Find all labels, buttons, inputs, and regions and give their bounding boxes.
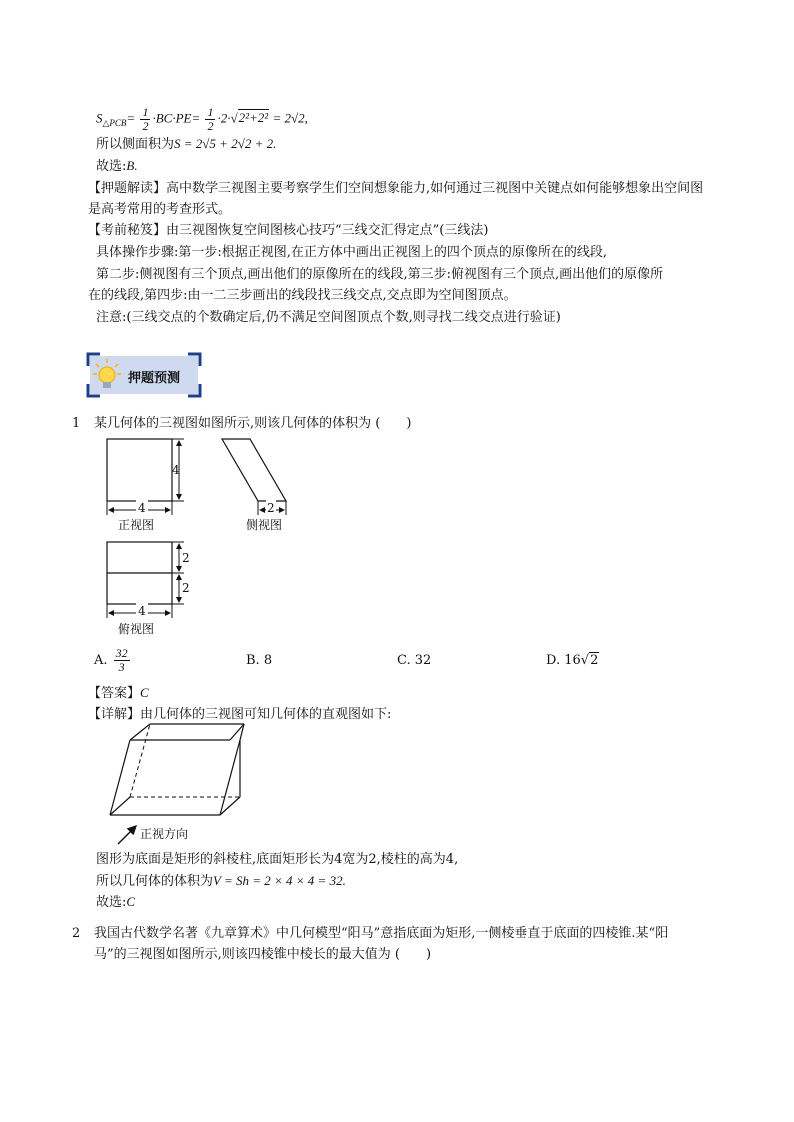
answer-value: C bbox=[140, 685, 149, 700]
fraction-half-2: $\frac{1}{2}$ bbox=[207, 105, 214, 133]
top-choose-prefix: 故选: bbox=[96, 159, 127, 174]
option-c-letter: C. bbox=[397, 653, 411, 668]
option-a bbox=[94, 646, 132, 676]
top-h1-label: 2 bbox=[182, 551, 190, 565]
q1-choose-prefix: 故选: bbox=[96, 895, 127, 910]
top-choose-value: B. bbox=[126, 158, 138, 173]
side-view bbox=[222, 439, 286, 515]
option-a-letter: A. bbox=[94, 653, 108, 668]
area-rhs: = 2√2, bbox=[272, 110, 308, 126]
q1-answer-line bbox=[88, 684, 149, 702]
q2-line-2: 马”的三视图如图所示,则该四棱锥中棱长的最大值为 ( ) bbox=[94, 947, 432, 962]
q1-explain-1: 图形为底面是矩形的斜棱柱,底面矩形长为4宽为2,棱柱的高为4, bbox=[96, 852, 459, 867]
option-b bbox=[246, 652, 272, 669]
front-width-label: 4 bbox=[138, 501, 146, 515]
side-area-line bbox=[96, 135, 276, 153]
secret-tag: 【考前秘笈】 bbox=[88, 223, 167, 238]
area-formula-line: $S_{\triangle PCB}=$ $\frac{1}{2}$ ·BC·PE= $\frac{1}{2}$ ·2·√2²+2² = 2√2, bbox=[96, 105, 308, 133]
q1-choose-line bbox=[96, 893, 135, 911]
q1-stem: 某几何体的三视图如图所示,则该几何体的体积为 ( ) bbox=[94, 416, 412, 431]
step-2-line-b: 在的线段,第四步:由一二三步画出的线段找三线交点,交点即为空间图顶点。 bbox=[88, 288, 517, 303]
front-view-label: 正视图 bbox=[118, 518, 155, 532]
option-b-value: 8 bbox=[263, 653, 273, 668]
option-d-sqrt: 2 bbox=[590, 653, 599, 668]
secret-line bbox=[88, 222, 488, 239]
option-b-letter: B. bbox=[246, 653, 260, 668]
q1-detail-line bbox=[88, 706, 391, 723]
side-area-prefix: 所以侧面积为 bbox=[96, 137, 175, 152]
detail-text: 由几何体的三视图可知几何体的直观图如下: bbox=[140, 707, 392, 722]
q2-line-1: 我国古代数学名著《九章算术》中几何模型“阳马”意指底面为矩形,一侧棱垂直于底面的四棱锥.某“阳 bbox=[94, 926, 669, 941]
interpretation-line-1 bbox=[88, 180, 703, 197]
option-c-value: 32 bbox=[414, 653, 432, 668]
option-d-letter: D. bbox=[546, 653, 561, 668]
explain2-expr: V = Sh = 2 × 4 × 4 = 32. bbox=[213, 873, 346, 888]
step-1-line: 具体操作步骤:第一步:根据正视图,在正方体中画出正视图上的四个顶点的原像所在的线段, bbox=[96, 245, 608, 260]
direction-label: 正视方向 bbox=[140, 827, 189, 841]
side-view-label: 侧视图 bbox=[246, 518, 283, 532]
q2-number: 2 bbox=[72, 926, 81, 941]
q1-number: 1 bbox=[72, 416, 81, 431]
fraction-half-1: $\frac{1}{2}$ bbox=[142, 105, 149, 133]
side-area-expr: S = 2√5 + 2√2 + 2. bbox=[174, 136, 277, 151]
top-choose-line bbox=[96, 157, 138, 175]
area-sqrt: 2²+2² bbox=[238, 110, 269, 126]
option-d-value: 16 bbox=[564, 653, 581, 668]
detail-tag: 【详解】 bbox=[88, 707, 141, 722]
step-2-line-a: 第二步:侧视图有三个顶点,画出他们的原像所在的线段,第三步:俯视图有三个顶点,画出他们的原像所 bbox=[96, 267, 664, 282]
q1-three-views bbox=[100, 430, 300, 645]
interpretation-tag: 【押题解读】 bbox=[88, 181, 167, 196]
option-c bbox=[397, 652, 431, 669]
area-mid-1: BC·PE= bbox=[155, 110, 201, 126]
area-symbol: S bbox=[96, 110, 103, 126]
section-banner bbox=[86, 352, 202, 398]
option-d: D. 16√2 bbox=[546, 653, 599, 668]
lightbulb-icon bbox=[92, 358, 122, 392]
area-mid-2: ·2· bbox=[217, 110, 231, 126]
banner-title: 押题预测 bbox=[128, 371, 181, 386]
top-width-label: 4 bbox=[138, 604, 146, 618]
q1-choose-value: C bbox=[126, 894, 136, 909]
interpretation-text: 高中数学三视图主要考察学生们空间想象能力,如何通过三视图中关键点如何能够想象出空间图 bbox=[166, 181, 704, 196]
front-height-label: 4 bbox=[172, 463, 180, 477]
note-line: 注意:(三线交点的个数确定后,仍不满足空间图顶点个数,则寻找二线交点进行验证) bbox=[96, 310, 561, 325]
answer-tag: 【答案】 bbox=[88, 686, 141, 701]
q1-explain-2 bbox=[96, 872, 346, 890]
interpretation-line-2: 是高考常用的考查形式。 bbox=[88, 202, 232, 217]
explain2-prefix: 所以几何体的体积为 bbox=[96, 874, 214, 889]
side-width-label: 2 bbox=[267, 501, 275, 515]
secret-text: 由三视图恢复空间图核心技巧“三线交汇得定点”(三线法) bbox=[166, 223, 489, 238]
top-view-label: 俯视图 bbox=[118, 622, 155, 636]
option-a-fraction: $\frac{32}{3}$ bbox=[115, 646, 128, 674]
area-subscript: △PCB bbox=[102, 118, 127, 129]
top-h2-label: 2 bbox=[182, 581, 190, 595]
